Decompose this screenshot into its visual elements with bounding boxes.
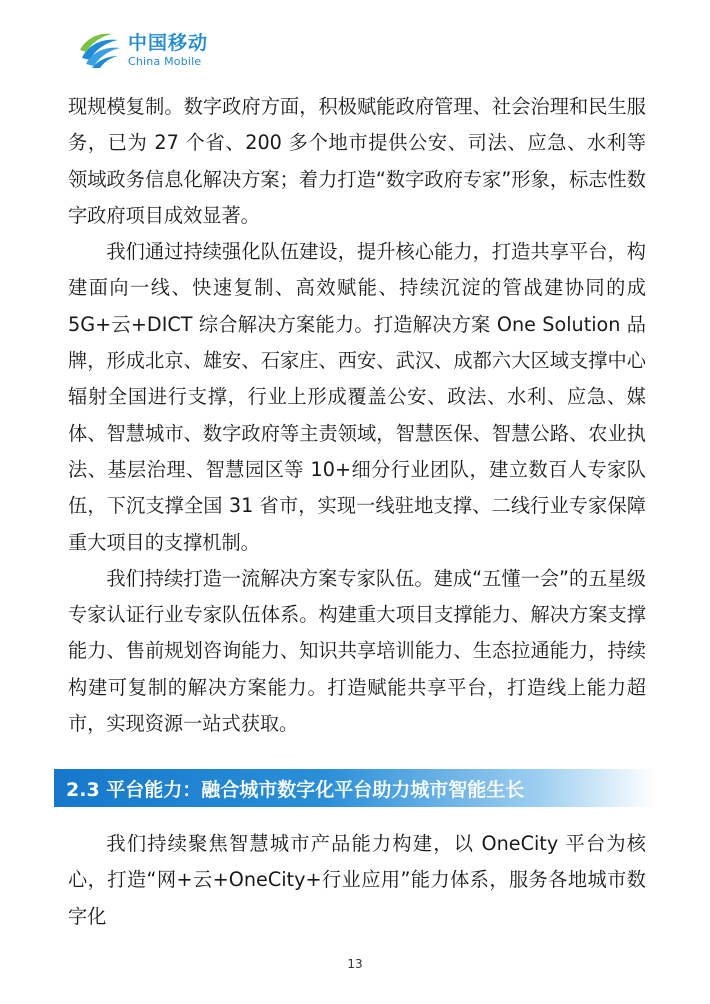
china-mobile-swirl-icon [78, 30, 122, 70]
page-number: 13 [347, 957, 363, 971]
paragraph-4: 我们持续聚焦智慧城市产品能力构建，以 OneCity 平台为核心，打造“网+云+OneCity+行业应用”能力体系，服务各地城市数字化 [68, 832, 646, 928]
paragraph-2: 我们通过持续强化队伍建设，提升核心能力，打造共享平台，构建面向一线、快速复制、高效赋能、持续沉淀的管战建协同的成 5G+云+DICT 综合解决方案能力。打造解决方案 One Solution 品牌，形成北京、雄安、石家庄、西安、武汉、成都六大区域支撑中心辐射全国进行支撑，行业上形成覆盖公安、政法、水利、应急、媒体、智慧城市、数字政府等主责领域，智慧医保、智慧公路、农业执法、基层治理、智慧园区等 10+细分行业团队，建立数百人专家队伍，下沉支撑全国 31 省市，实现一线驻地支撑、二线行业专家保障重大项目的支撑机制。 [68, 240, 646, 554]
china-mobile-logo [78, 30, 208, 70]
body-text-2 [68, 826, 646, 935]
body-text [68, 89, 646, 742]
logo-chinese-name: 中国移动 [128, 31, 209, 54]
logo-english-name: China Mobile [128, 54, 202, 68]
section-heading: 2.3 平台能力：融合城市数字化平台助力城市智能生长 [66, 778, 525, 801]
section-heading-bar [54, 769, 656, 807]
paragraph-1: 现规模复制。数字政府方面，积极赋能政府管理、社会治理和民生服务，已为 27 个省、200 多个地市提供公安、司法、应急、水利等领域政务信息化解决方案；着力打造“数字政府专家”形象，标志性数字政府项目成效显著。 [68, 95, 646, 227]
paragraph-3: 我们持续打造一流解决方案专家队伍。建成“五懂一会”的五星级专家认证行业专家队伍体系。构建重大项目支撑能力、解决方案支撑能力、售前规划咨询能力、知识共享培训能力、生态拉通能力，持续构建可复制的解决方案能力。打造赋能共享平台，打造线上能力超市，实现资源一站式获取。 [68, 566, 646, 736]
